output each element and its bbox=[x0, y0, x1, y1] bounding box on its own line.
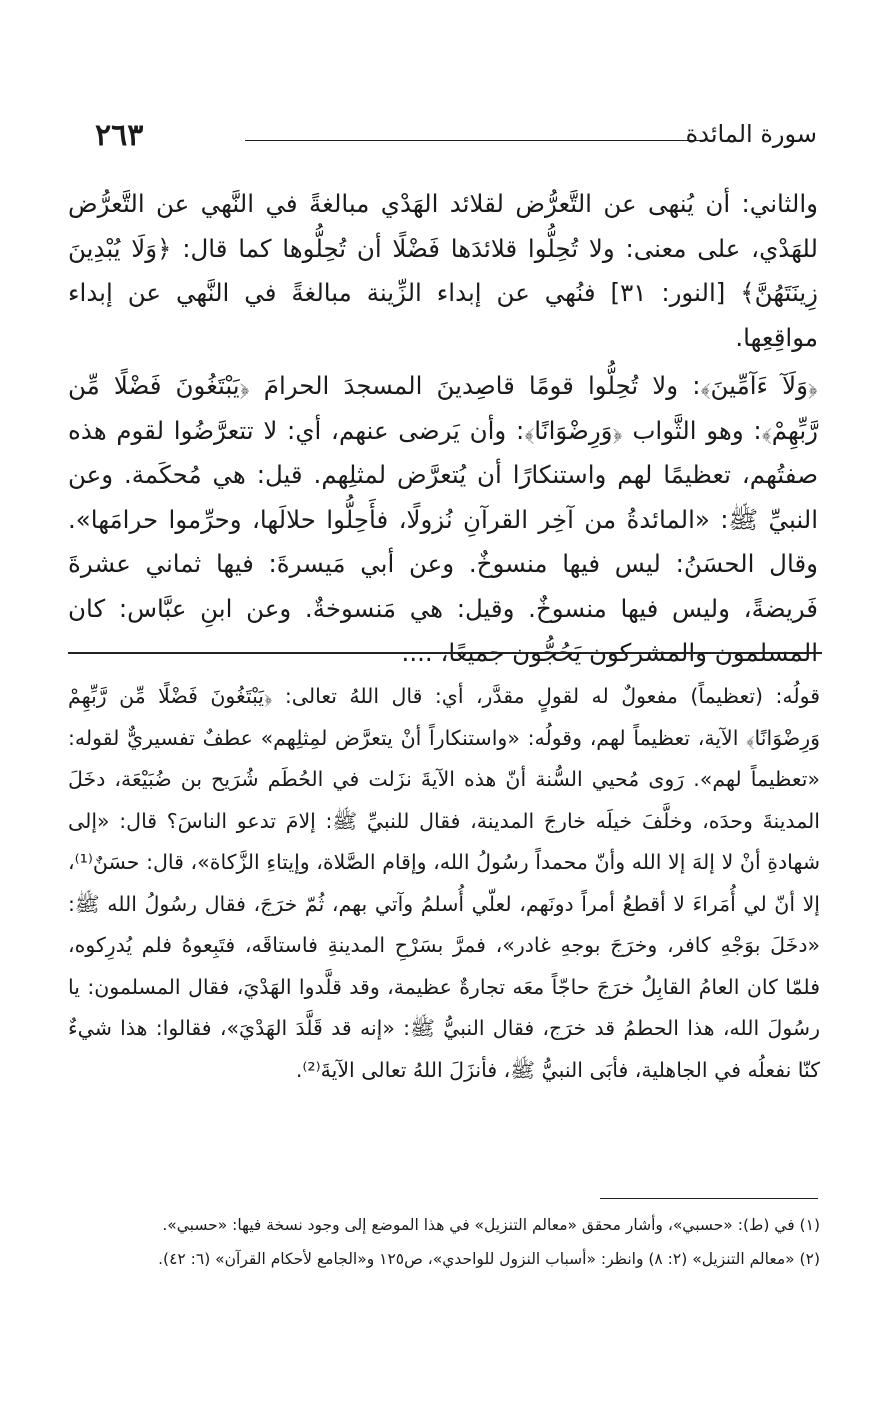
header-rule bbox=[245, 140, 702, 141]
page-header bbox=[95, 118, 817, 162]
surah-name: سورة المائدة bbox=[685, 120, 817, 148]
main-paragraph: والثاني: أن يُنهى عن التَّعرُّض لقلائد الهَدْي مبالغةً في النَّهي عن التَّعرُّض للهَدْي، على معنى: ولا تُحِلُّوا قلائدَها فَضْلًا أن تُحِلُّوها كما قال: ﴿وَلَا يُبْدِينَ زِينَتَهُنَّ﴾ [النور: ٣١] فنُهي عن إبداء الزِّينة مبالغةً في النَّهي عن إبداء مواقِعِها. bbox=[68, 189, 818, 352]
footnote-2: (٢) «معالم التنزيل» (٢: ٨) وانظر: «أسباب النزول للواحدي»، ص١٢٥ و«الجامع لأحكام القرآن» (٦: ٤٢). bbox=[158, 1250, 820, 1268]
section-divider bbox=[68, 652, 822, 654]
main-text bbox=[68, 182, 818, 676]
footnotes bbox=[68, 1208, 820, 1276]
footnote-rule bbox=[600, 1198, 818, 1199]
main-paragraph: ﴿وَلَآ ءَآمِّينَ﴾: ولا تُحِلُّوا قومًا قاصِدينَ المسجدَ الحرامَ ﴿يَبْتَغُونَ فَضْلًا مِّن رَّبِّهِمْ﴾: وهو الثَّواب ﴿وَرِضْوَانًا﴾: وأن يَرضى عنهم، أي: لا تتعرَّضُوا لقوم هذه صفتُهم، تعظيمًا لهم واستنكارًا أن يُتعرَّض لمثلِهم. قيل: هي مُحكَمة. وعن النبيِّ ﷺ: «المائدةُ من آخِر القرآنِ نُزولًا، فأَحِلُّوا حلالَها، وحرِّموا حرامَها». وقال الحسَنُ: ليس فيها منسوخٌ. وعن أبي مَيسرةَ: فيها ثماني عشرةَ فَريضةً، وليس فيها منسوخٌ. وقيل: هي مَنسوخةٌ. وعن ابنِ عبَّاس: كان المسلمون والمشركون يَحُجُّون جميعًا، .... bbox=[68, 371, 818, 667]
commentary-paragraph: قولُه: (تعظيماً) مفعولٌ له لقولٍ مقدَّر، أي: قال اللهُ تعالى: ﴿يَبْتَغُونَ فَضْلًا مِّن رَّبِّهِمْ وَرِضْوَانًا﴾ الآية، تعظيماً لهم، وقولُه: «واستنكاراً أنْ يتعرَّض لمِثلِهم» عطفٌ تفسيريٌّ لقوله: «تعظيماً لهم». رَوى مُحيي السُّنة أنّ هذه الآيةَ نزَلت في الحُطَم شُرَيح بن ضُبَيْعَة، دخَلَ المدينةَ وحدَه، وخلَّفَ خيلَه خارجَ المدينة، فقال للنبيِّ ﷺ: إلامَ تدعو الناسَ؟ قال: «إلى شهادةِ أنْ لا إلهَ إلا الله وأنّ محمداً رسُولُ الله، وإقام الصَّلاة، وإيتاءِ الزَّكاة»، قال: حسَنٌ⁽¹⁾، إلا أنّ لي أُمَراءَ لا أقطعُ أمراً دونَهم، لعلّي أُسلمُ وآتي بهم، ثُمّ خرَجَ، فقال رسُولُ الله ﷺ: «دخَلَ بوَجْهِ كافر، وخرَجَ بوجهِ غادر»، فمرَّ بسَرْحِ المدينةِ فاستاقَه، فتَبِعوهُ فلم يُدرِكوه، فلمّا كان العامُ القابِلُ خرَجَ حاجّاً معَه تجارةٌ عظيمة، وقد قلَّدوا الهَدْيَ، فقال المسلمون: يا رسُولَ الله، هذا الحطمُ قد خرَج، فقال النبيُّ ﷺ: «إنه قد قَلَّدَ الهَدْيَ»، فقالوا: هذا شيءٌ كنّا نفعلُه في الجاهلية، فأبَى النبيُّ ﷺ، فأنزَلَ اللهُ تعالى الآيةَ⁽²⁾. bbox=[68, 684, 820, 1082]
commentary-text bbox=[68, 676, 820, 1091]
footnote-1: (١) في (ط): «حسبي»، وأشار محقق «معالم التنزيل» في هذا الموضع إلى وجود نسخة فيها: «حسبي». bbox=[162, 1216, 820, 1234]
page-number: ٢٦٣ bbox=[95, 118, 144, 153]
